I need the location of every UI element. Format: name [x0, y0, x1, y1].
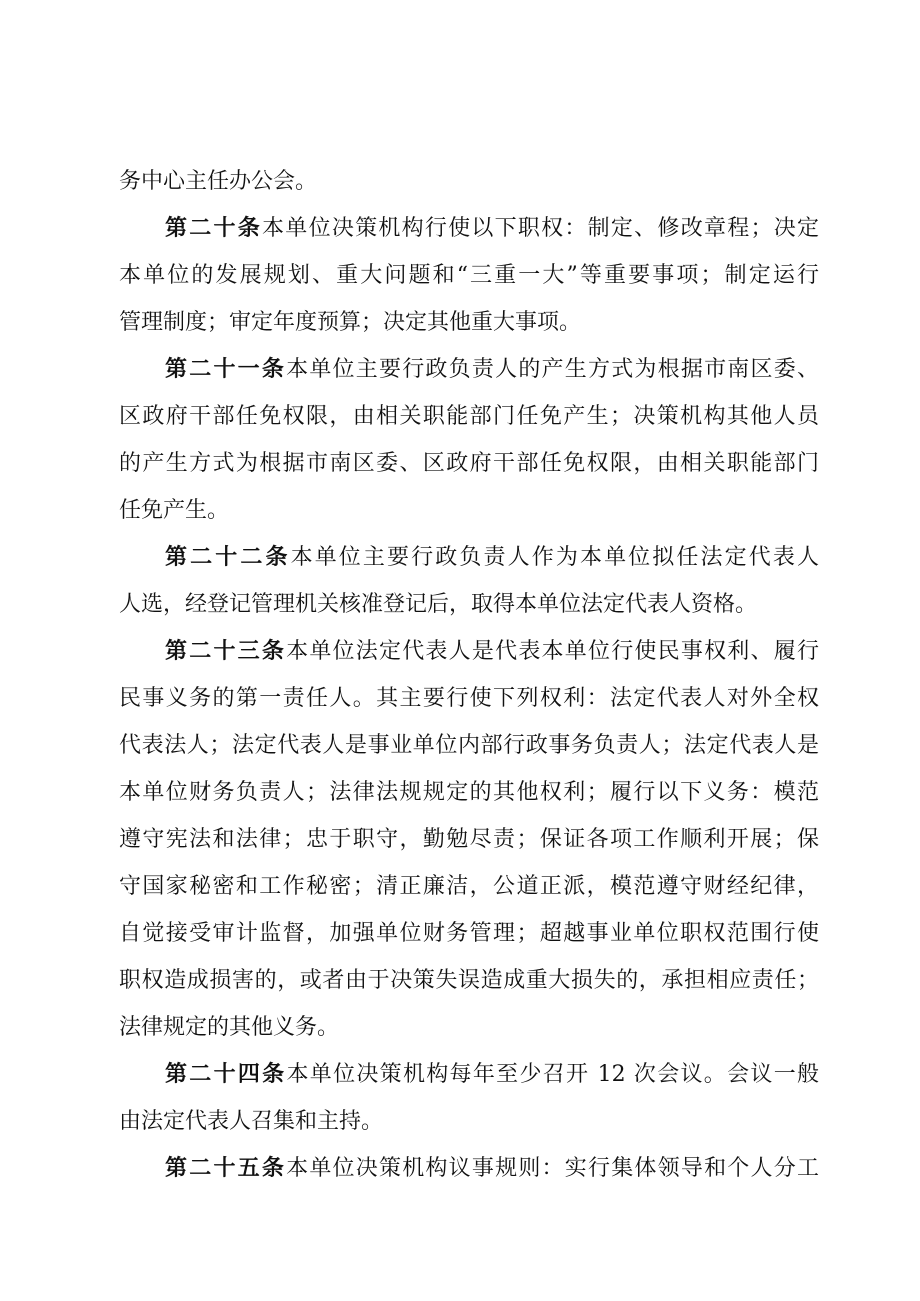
article-23-line-3: 代表法人；法定代表人是事业单位内部行政事务负责人；法定代表人是: [119, 733, 819, 758]
article-24-first-line: [119, 1051, 819, 1098]
article-23-line-9: 法律规定的其他义务。: [119, 1015, 340, 1040]
article-25-text: 本单位决策机构议事规则：实行集体领导和个人分工: [286, 1156, 819, 1181]
article-20-line-2: 本单位的发展规划、重大问题和“三重一大”等重要事项；制定运行: [119, 263, 819, 288]
article-20-text: 本单位决策机构行使以下职权：制定、修改章程；决定: [262, 216, 819, 241]
article-21-label: 第二十一条: [165, 357, 287, 382]
article-22-label: 第二十二条: [165, 545, 291, 570]
article-23-first-line: [119, 628, 819, 675]
article-23-line-8: 职权造成损害的，或者由于决策失误造成重大损失的，承担相应责任；: [119, 968, 819, 993]
article-23-line-6: 守国家秘密和工作秘密；清正廉洁，公道正派，模范遵守财经纪律，: [119, 874, 819, 899]
article-21-line-2: 区政府干部任免权限，由相关职能部门任免产生；决策机构其他人员: [119, 404, 819, 429]
article-20-label: 第二十条: [165, 216, 263, 241]
document-body: [119, 158, 819, 1192]
article-22-text: 本单位主要行政负责人作为本单位拟任法定代表人: [290, 545, 819, 570]
article-21-line-3: 的产生方式为根据市南区委、区政府干部任免权限，由相关职能部门: [119, 451, 819, 476]
article-21-text: 本单位主要行政负责人的产生方式为根据市南区委、: [286, 357, 819, 382]
article-23-line-7: 自觉接受审计监督，加强单位财务管理；超越事业单位职权范围行使: [119, 921, 819, 946]
article-23-line-5: 遵守宪法和法律；忠于职守，勤勉尽责；保证各项工作顺利开展；保: [119, 827, 819, 852]
article-23-line-2: 民事义务的第一责任人。其主要行使下列权利：法定代表人对外全权: [119, 686, 819, 711]
article-22-line-2: 人选，经登记管理机关核准登记后，取得本单位法定代表人资格。: [119, 592, 758, 617]
article-20-line-3: 管理制度；审定年度预算；决定其他重大事项。: [119, 310, 582, 335]
article-24-label: 第二十四条: [165, 1062, 287, 1087]
article-24-text: 本单位决策机构每年至少召开 12 次会议。会议一般: [286, 1062, 819, 1087]
article-25-label: 第二十五条: [165, 1156, 287, 1181]
article-23-text: 本单位法定代表人是代表本单位行使民事权利、履行: [286, 639, 819, 664]
article-20-first-line: [119, 205, 819, 252]
article-21-line-4: 任免产生。: [119, 498, 230, 523]
article-25-first-line: [119, 1145, 819, 1192]
article-22-first-line: [119, 534, 819, 581]
article-23-label: 第二十三条: [165, 639, 287, 664]
article-24-line-2: 由法定代表人召集和主持。: [119, 1109, 384, 1134]
article-23-line-4: 本单位财务负责人；法律法规规定的其他权利；履行以下义务：模范: [119, 780, 819, 805]
intro-tail-line: 务中心主任办公会。: [119, 169, 318, 194]
article-21-first-line: [119, 346, 819, 393]
